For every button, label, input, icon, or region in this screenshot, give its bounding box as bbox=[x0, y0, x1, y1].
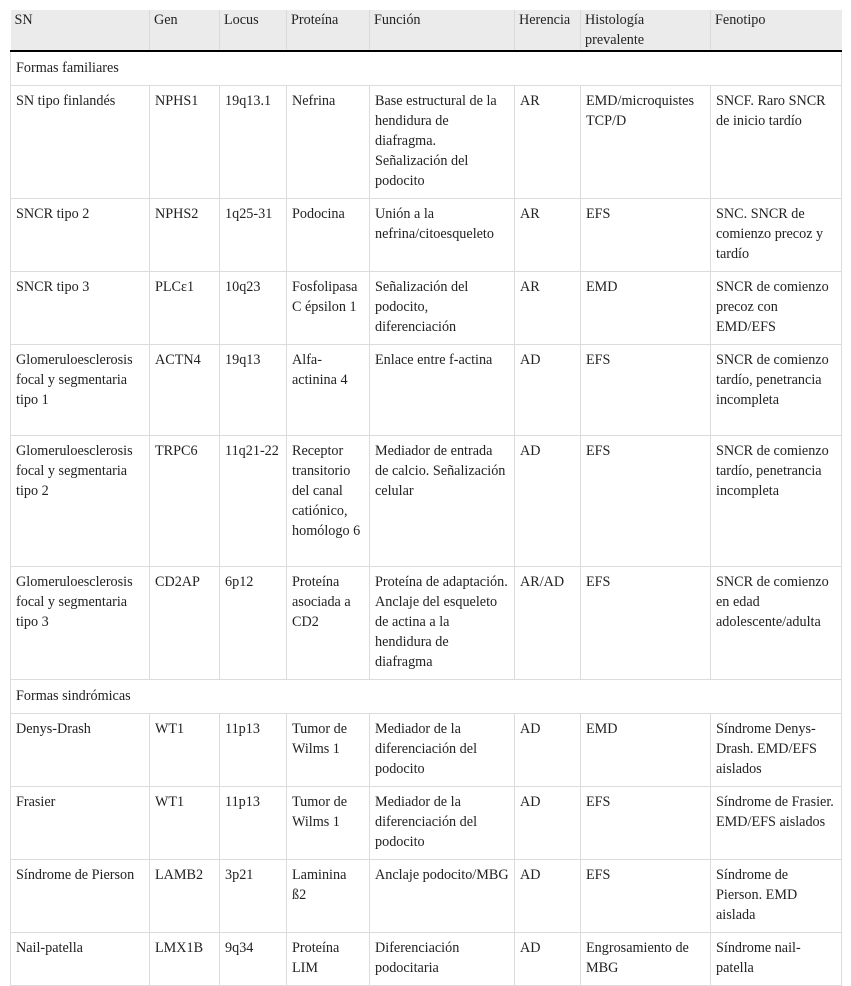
table-cell: Nail-patella bbox=[11, 933, 150, 986]
table-cell: Síndrome nail-patella bbox=[711, 933, 842, 986]
table-cell: Alfa-actinina 4 bbox=[287, 345, 370, 436]
table-cell: 3p21 bbox=[220, 860, 287, 933]
table-cell: 9q34 bbox=[220, 933, 287, 986]
table-cell: NPHS1 bbox=[150, 86, 220, 199]
table-cell: LMX1B bbox=[150, 933, 220, 986]
table-cell: Base estructural de la hendidura de diafragma. Señalización del podocito bbox=[370, 86, 515, 199]
table-cell: Podocina bbox=[287, 199, 370, 272]
table-cell: 11p13 bbox=[220, 787, 287, 860]
table-cell: AR bbox=[515, 272, 581, 345]
table-row bbox=[11, 272, 842, 345]
table-cell: Síndrome de Pierson bbox=[11, 860, 150, 933]
table-cell: Tumor de Wilms 1 bbox=[287, 714, 370, 787]
table-cell: AR bbox=[515, 199, 581, 272]
table-cell: EFS bbox=[581, 787, 711, 860]
table-cell: PLCε1 bbox=[150, 272, 220, 345]
table-cell: AR bbox=[515, 86, 581, 199]
column-header: Locus bbox=[220, 10, 287, 51]
section-row bbox=[11, 51, 842, 86]
table-cell: SNCR de comienzo en edad adolescente/adulta bbox=[711, 567, 842, 680]
table-cell: NPHS2 bbox=[150, 199, 220, 272]
table-cell: EMD bbox=[581, 714, 711, 787]
table-cell: SNCR de comienzo tardío, penetrancia incompleta bbox=[711, 436, 842, 567]
column-header: Herencia bbox=[515, 10, 581, 51]
table-cell: Síndrome Denys-Drash. EMD/EFS aislados bbox=[711, 714, 842, 787]
table-cell: EMD/microquistes TCP/D bbox=[581, 86, 711, 199]
table-cell: Señalización del podocito, diferenciación bbox=[370, 272, 515, 345]
table-cell: Fosfolipasa C épsilon 1 bbox=[287, 272, 370, 345]
table-row bbox=[11, 567, 842, 680]
table-cell: WT1 bbox=[150, 787, 220, 860]
table-cell: 19q13 bbox=[220, 345, 287, 436]
table-cell: WT1 bbox=[150, 714, 220, 787]
table-row bbox=[11, 345, 842, 436]
table-row bbox=[11, 199, 842, 272]
table-cell: Proteína LIM bbox=[287, 933, 370, 986]
table-cell: Anclaje podocito/MBG bbox=[370, 860, 515, 933]
table-cell: Síndrome de Pierson. EMD aislada bbox=[711, 860, 842, 933]
table-body bbox=[11, 51, 842, 986]
table-cell: Glomeruloesclerosis focal y segmentaria tipo 3 bbox=[11, 567, 150, 680]
table-cell: ACTN4 bbox=[150, 345, 220, 436]
table-cell: 10q23 bbox=[220, 272, 287, 345]
table-cell: AD bbox=[515, 345, 581, 436]
table-cell: EFS bbox=[581, 199, 711, 272]
table-cell: EFS bbox=[581, 436, 711, 567]
table-cell: 6p12 bbox=[220, 567, 287, 680]
section-row bbox=[11, 680, 842, 714]
table-cell: Proteína asociada a CD2 bbox=[287, 567, 370, 680]
table-cell: Engrosamiento de MBG bbox=[581, 933, 711, 986]
table-cell: 1q25-31 bbox=[220, 199, 287, 272]
table-cell: Glomeruloesclerosis focal y segmentaria tipo 1 bbox=[11, 345, 150, 436]
table-cell: AR/AD bbox=[515, 567, 581, 680]
table-row bbox=[11, 860, 842, 933]
table-cell: AD bbox=[515, 860, 581, 933]
table-cell: SNCF. Raro SNCR de inicio tardío bbox=[711, 86, 842, 199]
table-cell: Mediador de la diferenciación del podocito bbox=[370, 714, 515, 787]
table-row bbox=[11, 436, 842, 567]
table-cell: AD bbox=[515, 436, 581, 567]
table-cell: 11q21-22 bbox=[220, 436, 287, 567]
table-cell: Síndrome de Frasier. EMD/EFS aislados bbox=[711, 787, 842, 860]
table-cell: SNCR tipo 3 bbox=[11, 272, 150, 345]
table-cell: Unión a la nefrina/citoesqueleto bbox=[370, 199, 515, 272]
column-header: Proteína bbox=[287, 10, 370, 51]
table-header bbox=[11, 10, 842, 51]
table-cell: Glomeruloesclerosis focal y segmentaria tipo 2 bbox=[11, 436, 150, 567]
table-cell: SNCR de comienzo precoz con EMD/EFS bbox=[711, 272, 842, 345]
table-cell: Laminina ß2 bbox=[287, 860, 370, 933]
table-cell: Tumor de Wilms 1 bbox=[287, 787, 370, 860]
column-header: SN bbox=[11, 10, 150, 51]
table-cell: SNC. SNCR de comienzo precoz y tardío bbox=[711, 199, 842, 272]
table-cell: Receptor transitorio del canal catiónico, homólogo 6 bbox=[287, 436, 370, 567]
genetics-table bbox=[10, 10, 842, 986]
table-cell: Frasier bbox=[11, 787, 150, 860]
table-cell: EFS bbox=[581, 567, 711, 680]
table-cell: AD bbox=[515, 787, 581, 860]
table-cell: TRPC6 bbox=[150, 436, 220, 567]
table-cell: EMD bbox=[581, 272, 711, 345]
table-cell: Diferenciación podocitaria bbox=[370, 933, 515, 986]
table-cell: Enlace entre f-actina bbox=[370, 345, 515, 436]
table-cell: AD bbox=[515, 933, 581, 986]
table-cell: EFS bbox=[581, 345, 711, 436]
table-cell: EFS bbox=[581, 860, 711, 933]
column-header: Gen bbox=[150, 10, 220, 51]
table-cell: 11p13 bbox=[220, 714, 287, 787]
section-title: Formas sindrómicas bbox=[11, 680, 842, 714]
column-header: Fenotipo bbox=[711, 10, 842, 51]
table-cell: SN tipo finlandés bbox=[11, 86, 150, 199]
table-row bbox=[11, 933, 842, 986]
table-cell: Proteína de adaptación. Anclaje del esqueleto de actina a la hendidura de diafragma bbox=[370, 567, 515, 680]
table-cell: AD bbox=[515, 714, 581, 787]
table-cell: Mediador de la diferenciación del podocito bbox=[370, 787, 515, 860]
table-cell: SNCR tipo 2 bbox=[11, 199, 150, 272]
table-row bbox=[11, 714, 842, 787]
table-row bbox=[11, 787, 842, 860]
table-cell: Nefrina bbox=[287, 86, 370, 199]
table-cell: 19q13.1 bbox=[220, 86, 287, 199]
table-cell: LAMB2 bbox=[150, 860, 220, 933]
column-header: Histología prevalente bbox=[581, 10, 711, 51]
section-title: Formas familiares bbox=[11, 51, 842, 86]
column-header: Función bbox=[370, 10, 515, 51]
table-cell: CD2AP bbox=[150, 567, 220, 680]
table-row bbox=[11, 86, 842, 199]
table-cell: Mediador de entrada de calcio. Señalización celular bbox=[370, 436, 515, 567]
header-row bbox=[11, 10, 842, 51]
table-cell: Denys-Drash bbox=[11, 714, 150, 787]
table-cell: SNCR de comienzo tardío, penetrancia incompleta bbox=[711, 345, 842, 436]
